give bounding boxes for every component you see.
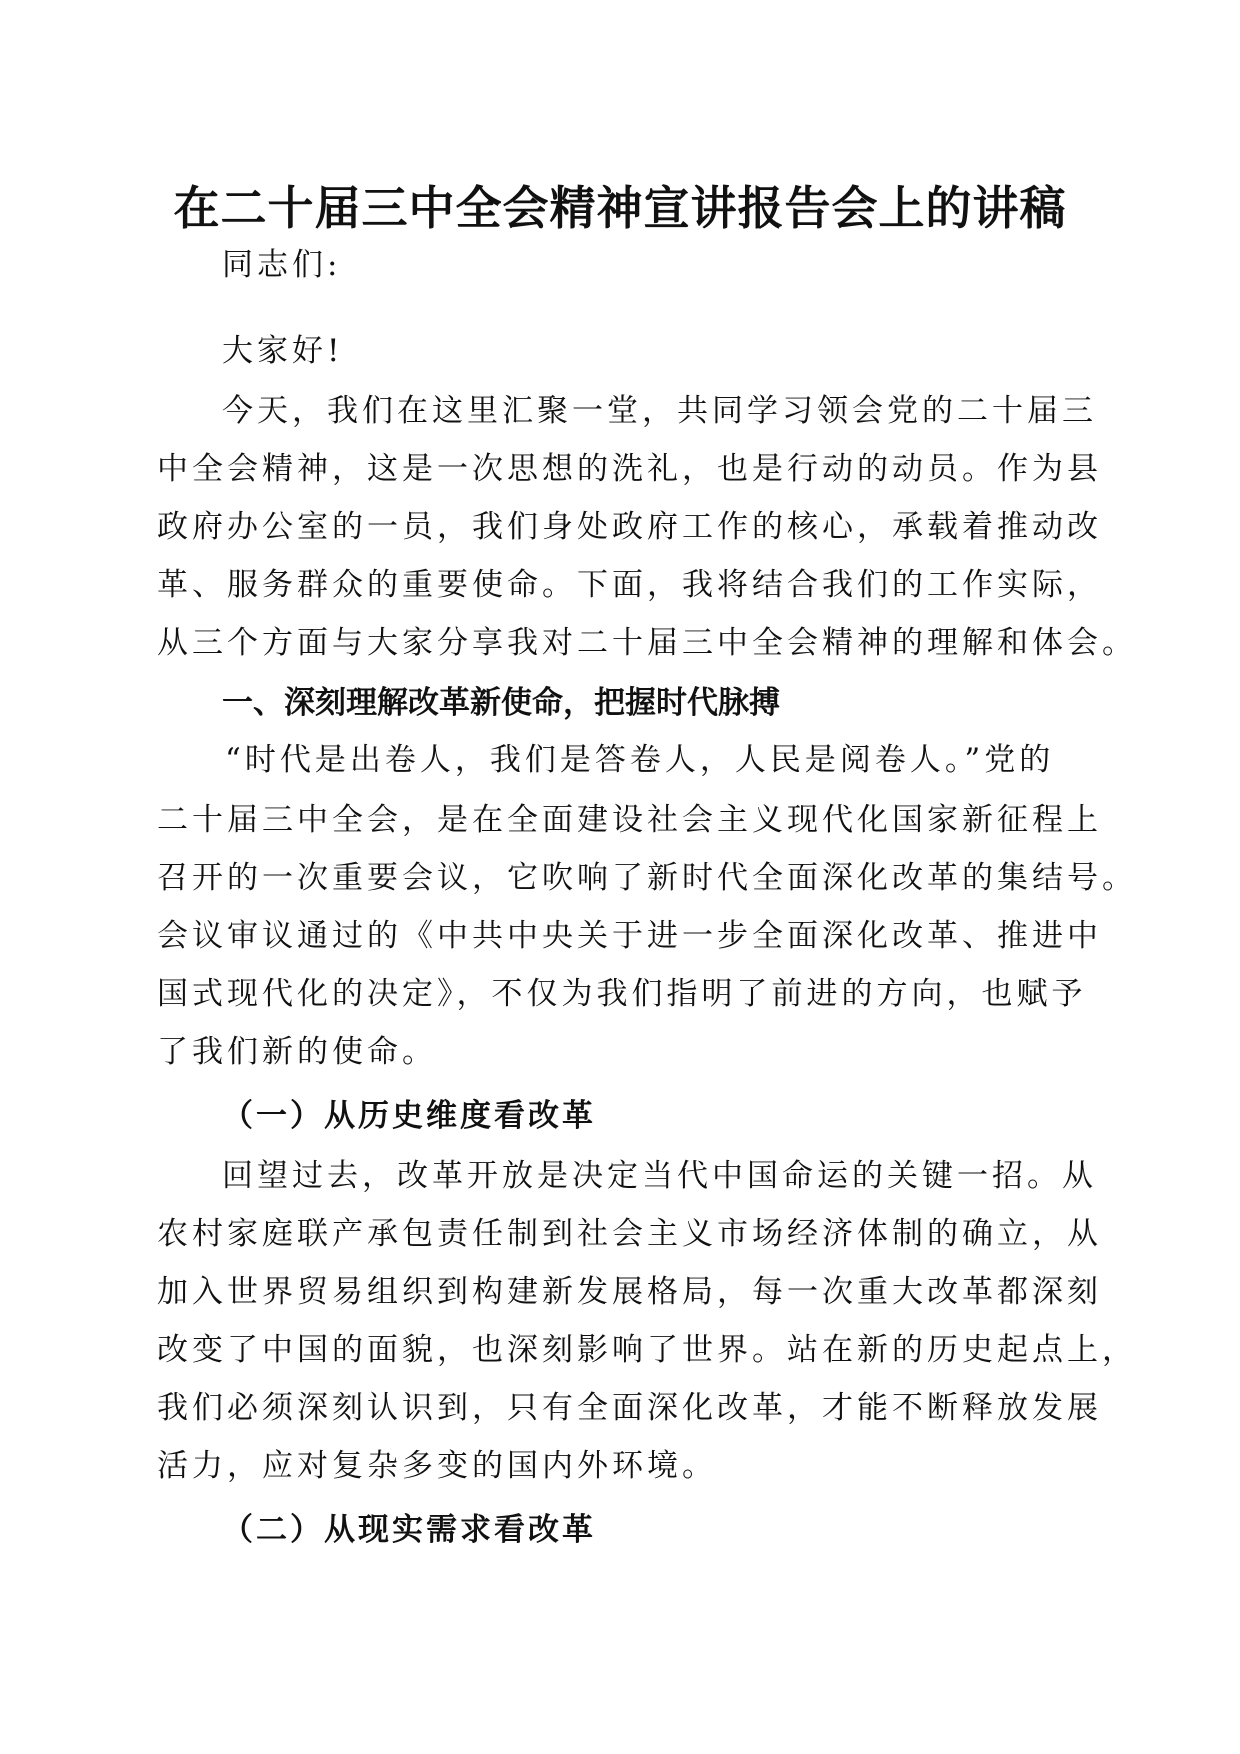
intro-line: 政府办公室的一员，我们身处政府工作的核心，承载着推动改 (157, 509, 1102, 545)
subsection1-line: 加入世界贸易组织到构建新发展格局，每一次重大改革都深刻 (157, 1274, 1102, 1310)
greeting: 大家好! (222, 333, 344, 369)
section1-line: 召开的一次重要会议，它吹响了新时代全面深化改革的集结号。 (157, 860, 1137, 896)
intro-line: 从三个方面与大家分享我对二十届三中全会精神的理解和体会。 (157, 625, 1137, 661)
intro-line: 中全会精神，这是一次思想的洗礼，也是行动的动员。作为县 (157, 451, 1102, 487)
section1-line: 二十届三中全会，是在全面建设社会主义现代化国家新征程上 (157, 802, 1102, 838)
section1-line: 会议审议通过的《中共中央关于进一步全面深化改革、推进中 (157, 918, 1102, 954)
section1-line: “时代是出卷人，我们是答卷人，人民是阅卷人。”党的 (225, 742, 1055, 778)
subsection1-line: 我们必须深刻认识到，只有全面深化改革，才能不断释放发展 (157, 1390, 1102, 1426)
section1-line: 国式现代化的决定》，不仅为我们指明了前进的方向，也赋予 (157, 976, 1087, 1012)
section1-line: 了我们新的使命。 (157, 1034, 437, 1070)
subsection-heading-1: （一）从历史维度看改革 (222, 1098, 596, 1134)
subsection-heading-2: （二）从现实需求看改革 (222, 1512, 596, 1548)
section-heading-1: 一、深刻理解改革新使命，把握时代脉搏 (222, 685, 780, 721)
subsection1-line: 回望过去，改革开放是决定当代中国命运的关键一招。从 (222, 1158, 1097, 1194)
subsection1-line: 活力，应对复杂多变的国内外环境。 (157, 1448, 717, 1484)
subsection1-line: 改变了中国的面貌，也深刻影响了世界。站在新的历史起点上， (157, 1332, 1137, 1368)
subsection1-line: 农村家庭联产承包责任制到社会主义市场经济体制的确立，从 (157, 1216, 1102, 1252)
intro-line: 革、服务群众的重要使命。下面，我将结合我们的工作实际， (157, 567, 1102, 603)
document-title: 在二十届三中全会精神宣讲报告会上的讲稿 (173, 181, 1067, 235)
intro-line: 今天，我们在这里汇聚一堂，共同学习领会党的二十届三 (222, 393, 1097, 429)
salutation: 同志们: (222, 247, 342, 283)
